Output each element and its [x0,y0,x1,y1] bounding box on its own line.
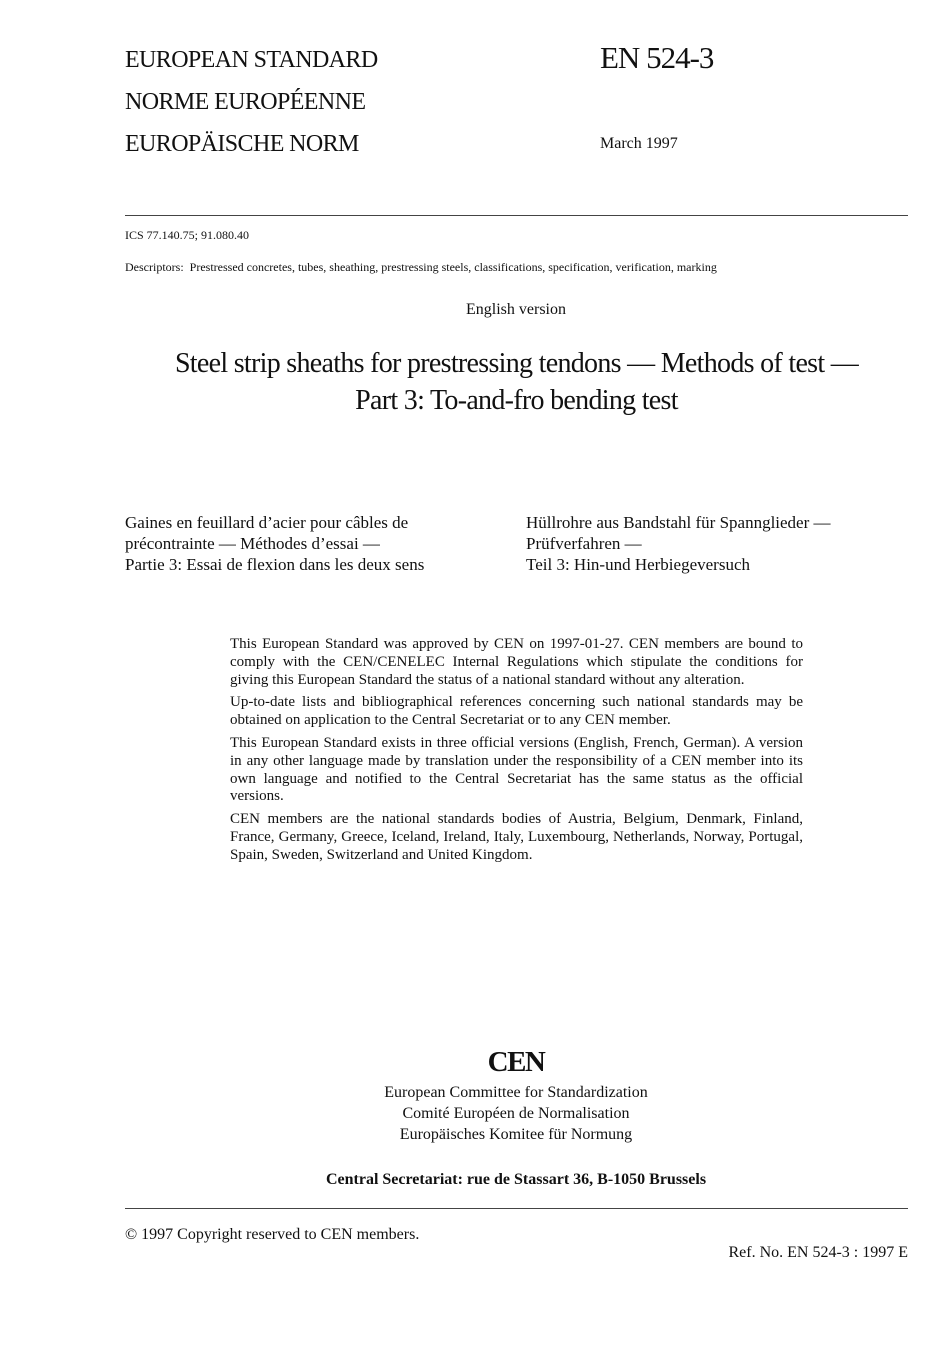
french-title-line: Gaines en feuillard d’acier pour câbles de [125,513,409,532]
descriptors [125,260,717,275]
language-version: English version [466,301,566,318]
document-title [125,345,908,419]
standard-title-german: EUROPÄISCHE NORM [125,131,359,157]
standard-title-english: EUROPEAN STANDARD [125,47,378,73]
central-secretariat-address: Central Secretariat: rue de Stassart 36, B-1050 Brussels [325,1171,707,1188]
cen-name-french: Comité Européen de Normalisation [402,1105,630,1122]
french-title-line: précontrainte — Méthodes d’essai — [125,534,380,553]
approval-statement [230,636,803,870]
title-line-2: Part 3: To-and-fro bending test [355,385,678,416]
title-line-1: Steel strip sheaths for prestressing tendons — Methods of test — [174,348,859,379]
cen-logo: CEN [487,1046,545,1078]
descriptors-label: Descriptors: [125,260,184,274]
french-title [125,512,424,575]
publication-date: March 1997 [600,135,678,152]
german-title-line: Hüllrohre aus Bandstahl für Spannglieder — [526,513,831,532]
copyright-notice: © 1997 Copyright reserved to CEN members. [125,1226,420,1243]
german-title-line: Teil 3: Hin-und Herbiegeversuch [526,555,750,574]
cen-organization-names [0,1082,950,1145]
statement-paragraph: This European Standard was approved by CEN on 1997-01-27. CEN members are bound to comply with the CEN/CENELEC Internal Regulations which stipulate the conditions for giving this European Standard the status of a national standard without any alteration. [230,636,803,688]
statement-paragraph: CEN members are the national standards bodies of Austria, Belgium, Denmark, Finland, France, Germany, Greece, Iceland, Ireland, Italy, Luxembourg, Netherlands, Norway, Portugal, Spain, Sweden, Switzerland and United Kingdom. [230,811,803,863]
ics-codes: ICS 77.140.75; 91.080.40 [125,228,250,242]
cen-name-german: Europäisches Komitee für Normung [399,1126,633,1143]
standard-title-french: NORME EUROPÉENNE [125,89,366,115]
statement-paragraph: This European Standard exists in three official versions (English, French, German). A version in any other language made by translation under the responsibility of a CEN member into its own language and notified to the Central Secretariat has the same status as the official versions. [230,734,803,805]
document-number: EN 524-3 [600,40,714,75]
footer-divider [125,1208,908,1209]
descriptors-text: Prestressed concretes, tubes, sheathing, prestressing steels, classifications, specification, verification, marking [189,260,717,274]
statement-paragraph: Up-to-date lists and bibliographical references concerning such national standards may be obtained on application to the Central Secretariat or to any CEN member. [230,694,803,729]
french-title-line: Partie 3: Essai de flexion dans les deux sens [125,555,425,574]
german-title-line: Prüfverfahren — [526,534,642,553]
header-divider [125,215,908,216]
cen-name-english: European Committee for Standardization [384,1084,648,1101]
reference-number: Ref. No. EN 524-3 : 1997 E [728,1244,908,1261]
german-title [526,512,831,575]
